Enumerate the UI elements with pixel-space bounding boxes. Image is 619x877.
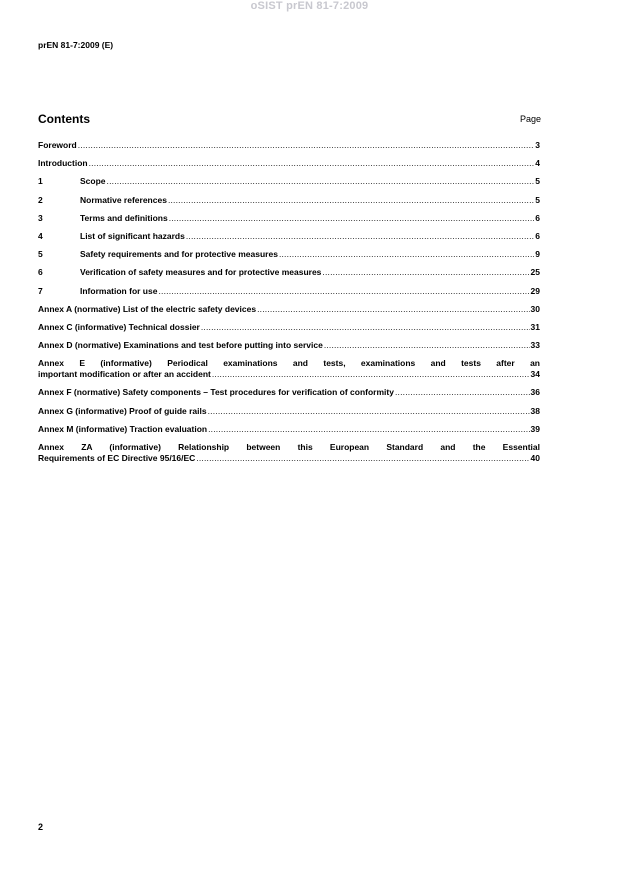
toc-entry-title: Scope [80,176,106,187]
toc-entry-page: 40 [530,453,540,463]
toc-entry-number: 2 [38,194,43,205]
table-of-contents [38,140,540,471]
toc-entry-number: 5 [38,249,43,260]
toc-entry-page: 30 [530,303,540,314]
toc-entry-introduction[interactable] [38,158,540,169]
toc-entry-title: Foreword [38,140,77,150]
toc-entry-title: Safety requirements and for protective measures [80,249,278,260]
leader-dots [168,195,534,206]
toc-entry-annex-m[interactable] [38,424,540,435]
toc-entry-foreword[interactable] [38,140,540,151]
toc-entry-title: Annex C (informative) Technical dossier [38,321,200,332]
toc-entry-title: Information for use [80,285,158,296]
leader-dots [186,231,534,242]
toc-entry-annex-f[interactable] [38,387,540,398]
toc-entry-title-line2: important modification or after an accident [38,369,211,380]
leader-dots [78,140,535,151]
toc-entry-annex-a[interactable] [38,304,540,315]
leader-dots [212,369,530,380]
toc-entry-hazards[interactable] [38,231,540,242]
toc-entry-page: 34 [530,369,540,380]
toc-entry-scope[interactable] [38,176,540,187]
leader-dots [257,304,529,315]
toc-entry-annex-e[interactable] [38,358,540,380]
toc-entry-title-line1: Annex ZA (informative) Relationship between this European Standard and the Essential [38,442,540,452]
leader-dots [89,158,535,169]
toc-entry-title: Annex M (informative) Traction evaluation [38,423,208,434]
leader-dots [169,213,535,224]
toc-entry-page: 5 [535,176,540,187]
contents-heading: Contents [38,112,90,126]
toc-entry-page: 33 [530,340,540,351]
toc-entry-verification[interactable] [38,267,540,278]
toc-entry-title: Terms and definitions [80,212,168,223]
toc-entry-page: 39 [530,423,540,434]
toc-entry-page: 38 [530,405,540,416]
toc-entry-title: Normative references [80,194,167,205]
toc-entry-title: Annex D (normative) Examinations and test before putting into service [38,340,323,351]
page-number: 2 [38,822,44,832]
toc-entry-number: 7 [38,285,43,296]
leader-dots [201,322,530,333]
watermark: oSIST prEN 81-7:2009 [250,0,369,12]
toc-entry-page: 25 [530,267,540,278]
toc-entry-title: Introduction [38,158,88,169]
toc-entry-number: 3 [38,212,43,223]
toc-entry-page: 9 [535,249,540,260]
toc-entry-title: Annex G (informative) Proof of guide rails [38,405,207,416]
toc-entry-number: 1 [38,176,43,187]
toc-entry-page: 4 [535,158,540,169]
leader-dots [196,453,529,464]
toc-entry-title: Annex A (normative) List of the electric safety devices [38,303,257,314]
leader-dots [158,286,529,297]
toc-entry-page: 29 [530,285,540,296]
toc-entry-page: 6 [535,212,540,223]
toc-entry-number: 4 [38,230,43,241]
leader-dots [107,176,535,187]
page-column-heading: Page [520,114,542,124]
leader-dots [322,267,529,278]
document-id: prEN 81-7:2009 (E) [38,40,114,50]
leader-dots [324,340,530,351]
toc-entry-safety-requirements[interactable] [38,249,540,260]
toc-entry-terms-definitions[interactable] [38,213,540,224]
toc-entry-page: 31 [530,321,540,332]
toc-entry-information-for-use[interactable] [38,286,540,297]
toc-entry-annex-za[interactable] [38,442,540,464]
leader-dots [208,406,530,417]
toc-entry-annex-d[interactable] [38,340,540,351]
toc-entry-page: 3 [535,140,540,150]
toc-entry-title: List of significant hazards [80,230,185,241]
toc-entry-title: Annex F (normative) Safety components – Test procedures for verification of conformity [38,387,394,398]
toc-entry-annex-g[interactable] [38,406,540,417]
toc-entry-number: 6 [38,267,43,278]
toc-entry-title-line2: Requirements of EC Directive 95/16/EC [38,453,196,463]
leader-dots [208,424,529,435]
toc-entry-title: Verification of safety measures and for protective measures [80,267,322,278]
leader-dots [279,249,534,260]
leader-dots [395,387,530,398]
toc-entry-page: 5 [535,194,540,205]
toc-entry-normative-references[interactable] [38,195,540,206]
toc-entry-annex-c[interactable] [38,322,540,333]
toc-entry-page: 6 [535,230,540,241]
toc-entry-page: 36 [530,387,540,398]
toc-entry-title-line1: Annex E (informative) Periodical examinations and tests, examinations and tests after an [38,358,540,369]
